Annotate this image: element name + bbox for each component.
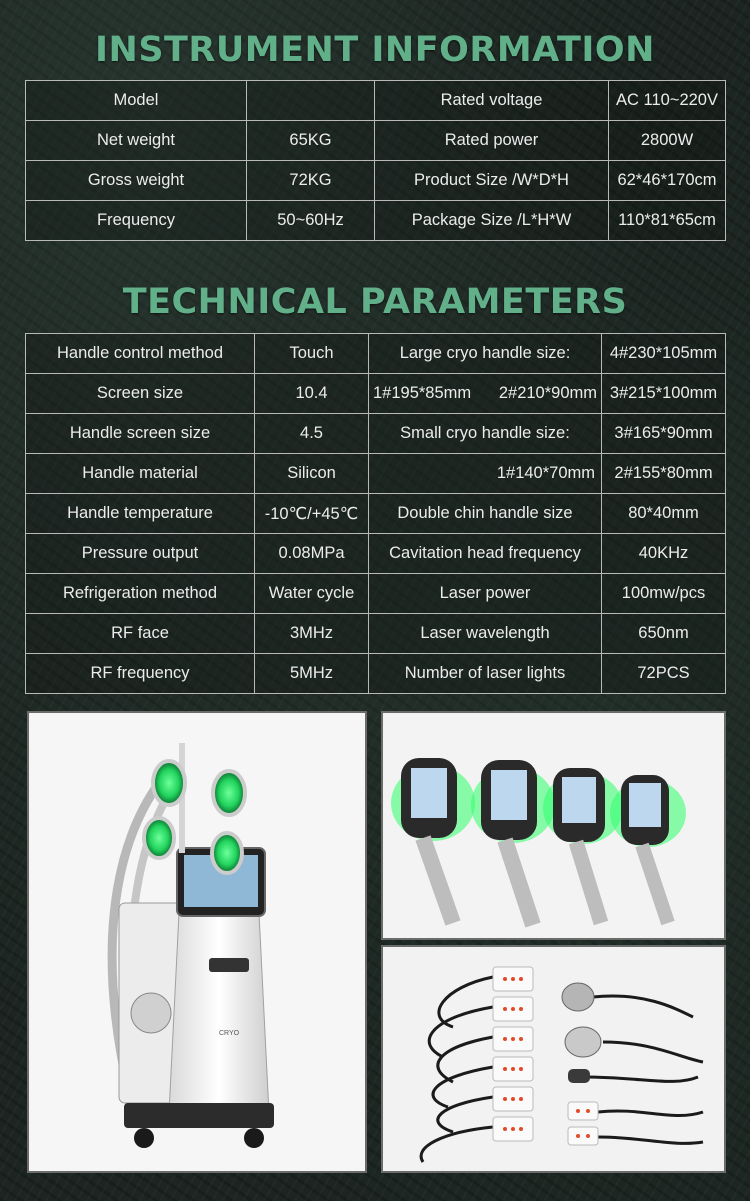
param-label: RF frequency — [26, 654, 255, 694]
table-row — [26, 614, 726, 654]
spec-label: Rated power — [375, 121, 609, 161]
param-value: Touch — [255, 334, 369, 374]
param-value: -10℃/+45℃ — [255, 494, 369, 534]
table-row — [26, 494, 726, 534]
param-label: Cavitation head frequency — [369, 534, 602, 574]
table-row — [26, 654, 726, 694]
param-value: 1#195*85mm — [373, 384, 472, 402]
table-row — [26, 414, 726, 454]
spec-label: Product Size /W*D*H — [375, 161, 609, 201]
instrument-information-title: INSTRUMENT INFORMATION — [95, 30, 655, 70]
cryo-machine-illustration — [29, 713, 365, 1171]
param-label: RF face — [26, 614, 255, 654]
param-value: 3#165*90mm — [602, 414, 726, 454]
param-label: Handle control method — [26, 334, 255, 374]
param-label: Number of laser lights — [369, 654, 602, 694]
accessories-illustration — [383, 947, 724, 1171]
param-label: Handle temperature — [26, 494, 255, 534]
table-row — [26, 121, 726, 161]
table-row — [26, 374, 726, 414]
param-label: Screen size — [26, 374, 255, 414]
param-label: Handle material — [26, 454, 255, 494]
spec-label: Rated voltage — [375, 81, 609, 121]
param-label: Large cryo handle size: — [369, 334, 602, 374]
param-value: 100mw/pcs — [602, 574, 726, 614]
spec-value: 110*81*65cm — [609, 201, 726, 241]
param-label: Laser wavelength — [369, 614, 602, 654]
param-value: 72PCS — [602, 654, 726, 694]
param-value: 80*40mm — [602, 494, 726, 534]
spec-value: 2800W — [609, 121, 726, 161]
param-value: 5MHz — [255, 654, 369, 694]
param-value: 10.4 — [255, 374, 369, 414]
param-value: Water cycle — [255, 574, 369, 614]
technical-parameters-table — [25, 333, 726, 694]
table-row — [26, 534, 726, 574]
param-label: Handle screen size — [26, 414, 255, 454]
cryo-handles-photo — [381, 711, 726, 940]
param-label: Refrigeration method — [26, 574, 255, 614]
param-value: 3#215*100mm — [602, 374, 726, 414]
param-value: 3MHz — [255, 614, 369, 654]
table-row — [26, 201, 726, 241]
cryo-handles-illustration — [383, 713, 724, 938]
accessories-photo — [381, 945, 726, 1173]
param-label: Laser power — [369, 574, 602, 614]
spec-label: Model — [26, 81, 247, 121]
param-label: Small cryo handle size: — [369, 414, 602, 454]
spec-value: 72KG — [247, 161, 375, 201]
param-value: 4#230*105mm — [602, 334, 726, 374]
technical-parameters-title: TECHNICAL PARAMETERS — [122, 282, 628, 322]
param-value: 650nm — [602, 614, 726, 654]
param-value: 4.5 — [255, 414, 369, 454]
table-row — [26, 81, 726, 121]
spec-label: Gross weight — [26, 161, 247, 201]
spec-label: Frequency — [26, 201, 247, 241]
table-row — [26, 334, 726, 374]
spec-value — [247, 81, 375, 121]
param-value: 2#210*90mm — [498, 384, 597, 402]
param-label: Pressure output — [26, 534, 255, 574]
param-value: 40KHz — [602, 534, 726, 574]
spec-label: Net weight — [26, 121, 247, 161]
spec-value: 62*46*170cm — [609, 161, 726, 201]
param-value: Silicon — [255, 454, 369, 494]
param-label: Double chin handle size — [369, 494, 602, 534]
table-row — [26, 574, 726, 614]
table-row — [26, 454, 726, 494]
table-row — [26, 161, 726, 201]
instrument-information-table — [25, 80, 726, 241]
brand-logo: CRYO — [219, 1030, 240, 1037]
spec-value: 65KG — [247, 121, 375, 161]
machine-photo — [27, 711, 367, 1173]
param-value: 2#155*80mm — [602, 454, 726, 494]
param-value-pair — [369, 374, 602, 414]
param-value: 1#140*70mm — [369, 454, 602, 494]
param-value: 0.08MPa — [255, 534, 369, 574]
spec-value: 50~60Hz — [247, 201, 375, 241]
spec-value: AC 110~220V — [609, 81, 726, 121]
spec-label: Package Size /L*H*W — [375, 201, 609, 241]
